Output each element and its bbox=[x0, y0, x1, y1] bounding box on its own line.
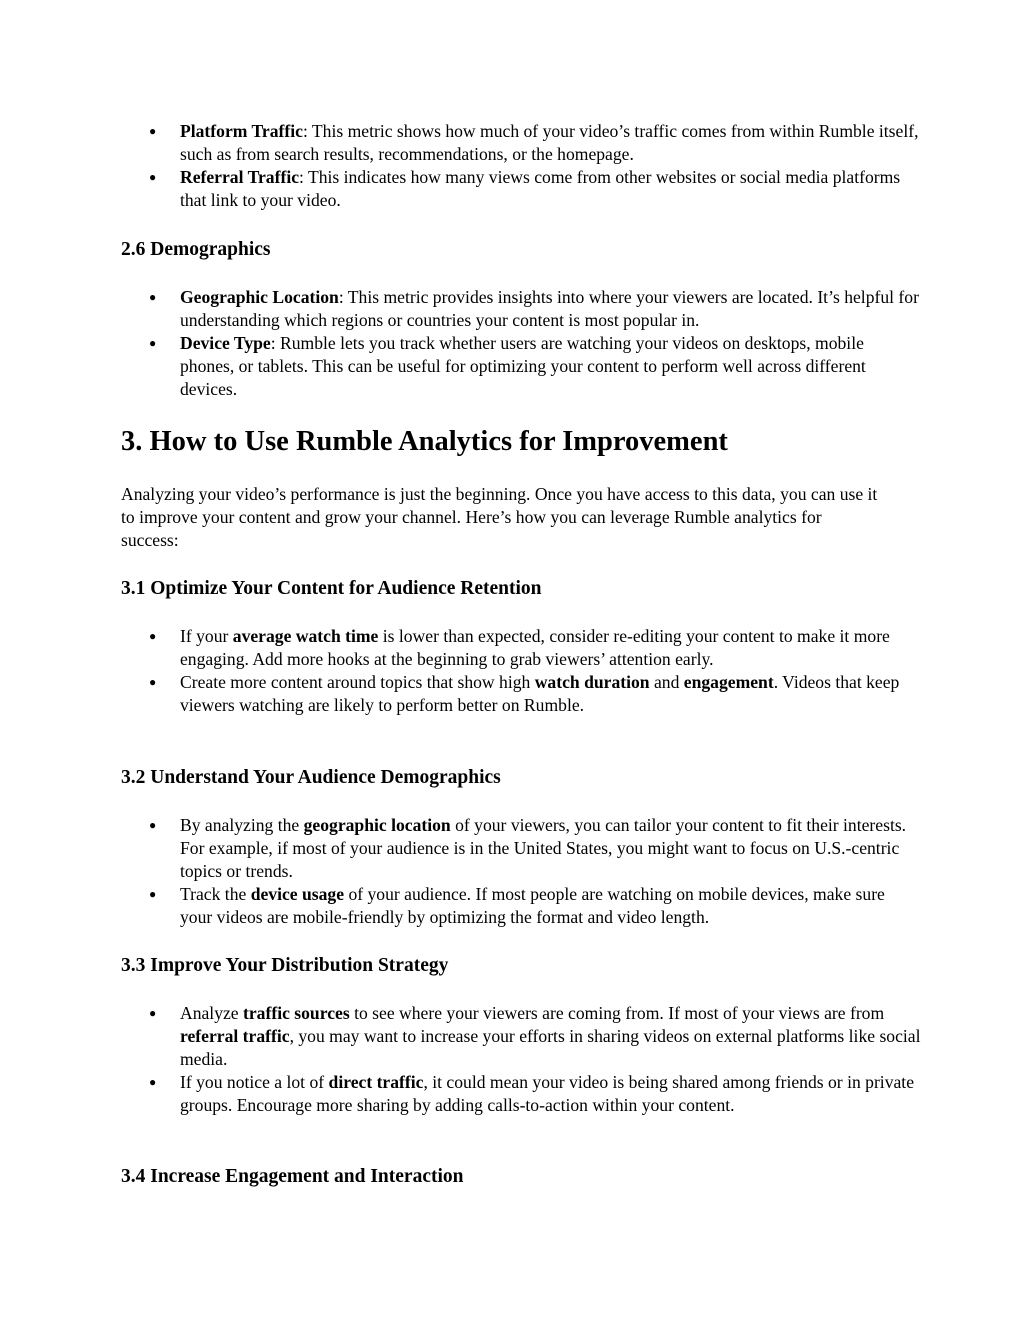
bullet-icon: ● bbox=[149, 124, 157, 138]
list-item bbox=[121, 286, 921, 332]
term-referral-traffic: referral traffic bbox=[180, 1026, 290, 1047]
heading-3-1: 3.1 Optimize Your Content for Audience Retention bbox=[121, 578, 542, 599]
bullet-icon: ● bbox=[149, 1006, 157, 1020]
demographics-list bbox=[121, 286, 921, 401]
demographics-usage-list bbox=[121, 814, 921, 929]
bullet-icon: ● bbox=[149, 290, 157, 304]
term-device-type: Device Type bbox=[180, 333, 271, 354]
bullet-icon: ● bbox=[149, 1075, 157, 1090]
item-text: , you may want to increase your efforts in sharing videos on external platforms like social media. bbox=[180, 1026, 921, 1070]
item-text: : This indicates how many views come from other websites or social media platforms that link to your video. bbox=[180, 167, 901, 211]
distribution-list bbox=[121, 1002, 921, 1117]
item-text: If your bbox=[180, 626, 233, 646]
list-item bbox=[121, 814, 921, 883]
list-item bbox=[121, 671, 921, 717]
bullet-icon: ● bbox=[149, 170, 157, 185]
list-item bbox=[121, 1002, 921, 1071]
heading-3-3: 3.3 Improve Your Distribution Strategy bbox=[121, 955, 449, 976]
bullet-icon: ● bbox=[149, 818, 157, 832]
list-item bbox=[121, 120, 921, 166]
term-geographic-location: geographic location bbox=[303, 815, 451, 835]
item-text: of your audience. If most people are watching on mobile devices, make sure your videos are mobile-friendly by optimizing the format and video length. bbox=[180, 884, 885, 928]
item-text: By analyzing the bbox=[180, 815, 304, 835]
bullet-icon: ● bbox=[149, 887, 157, 902]
term-geographic-location: Geographic Location bbox=[180, 287, 339, 307]
chapter-3-intro: Analyzing your video’s performance is just the beginning. Once you have access to this data, you can use it to improve your content and grow your channel. Here’s how you can leverage Rumble analytics for success: bbox=[121, 484, 878, 551]
term-watch-duration: watch duration bbox=[534, 672, 650, 693]
term-device-usage: device usage bbox=[250, 884, 345, 905]
term-platform-traffic: Platform Traffic bbox=[180, 121, 303, 141]
term-average-watch-time: average watch time bbox=[232, 626, 379, 646]
heading-2-6: 2.6 Demographics bbox=[121, 239, 271, 260]
item-text: : This metric shows how much of your video’s traffic comes from within Rumble itself, such as from search results, recommendations, or the homepage. bbox=[180, 121, 919, 165]
term-referral-traffic: Referral Traffic bbox=[180, 167, 300, 188]
retention-list bbox=[121, 625, 921, 717]
item-text: and bbox=[649, 672, 684, 693]
item-text: , it could mean your video is being shared among friends or in private groups. Encourage more sharing by adding calls-to-action within your content. bbox=[180, 1072, 914, 1116]
item-text: Create more content around topics that show high bbox=[180, 672, 535, 693]
item-text: : Rumble lets you track whether users are watching your videos on desktops, mobile phones, or tablets. This can be useful for optimizing your content to perform well across different devices. bbox=[180, 333, 866, 400]
item-text: If you notice a lot of bbox=[180, 1072, 329, 1093]
item-text: to see where your viewers are coming from. If most of your views are from bbox=[349, 1003, 885, 1023]
item-text: is lower than expected, consider re-editing your content to make it more engaging. Add more hooks at the beginning to grab viewers’ attention early. bbox=[180, 626, 890, 670]
chapter-3-heading: 3. How to Use Rumble Analytics for Improvement bbox=[121, 426, 728, 457]
heading-3-2: 3.2 Understand Your Audience Demographics bbox=[121, 767, 501, 788]
item-text: . Videos that keep viewers watching are likely to perform better on Rumble. bbox=[180, 672, 900, 716]
term-engagement: engagement bbox=[683, 672, 774, 693]
list-item bbox=[121, 883, 921, 929]
heading-3-4: 3.4 Increase Engagement and Interaction bbox=[121, 1166, 464, 1187]
traffic-list bbox=[121, 120, 921, 212]
bullet-icon: ● bbox=[149, 629, 157, 643]
list-item bbox=[121, 332, 921, 401]
list-item bbox=[121, 1071, 921, 1117]
item-text: Analyze bbox=[180, 1003, 244, 1023]
item-text: Track the bbox=[180, 884, 251, 905]
item-text: of your viewers, you can tailor your content to fit their interests. For example, if most of your audience is in the United States, you might want to focus on U.S.-centric topics or trends. bbox=[180, 815, 907, 882]
list-item bbox=[121, 166, 921, 212]
list-item bbox=[121, 625, 921, 671]
bullet-icon: ● bbox=[149, 336, 157, 351]
item-text: : This metric provides insights into where your viewers are located. It’s helpful for understanding which regions or countries your content is most popular in. bbox=[180, 287, 919, 331]
term-direct-traffic: direct traffic bbox=[328, 1072, 424, 1093]
term-traffic-sources: traffic sources bbox=[243, 1003, 350, 1023]
bullet-icon: ● bbox=[149, 675, 157, 690]
